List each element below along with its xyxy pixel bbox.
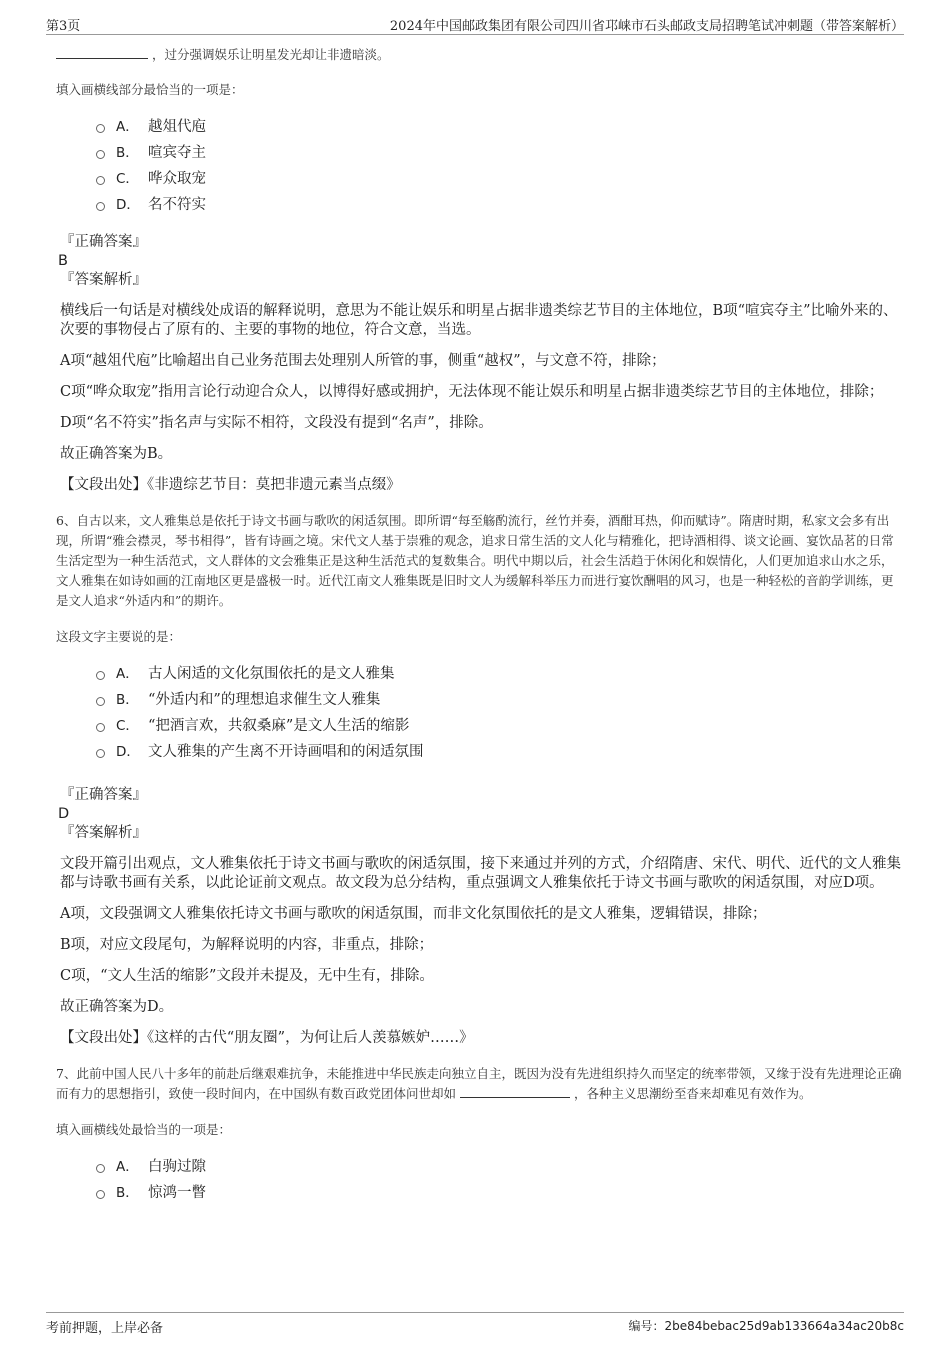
q6-option-c[interactable]: C． “把酒言欢，共叙桑麻”是文人生活的缩影: [96, 713, 904, 739]
radio-icon[interactable]: [96, 1164, 105, 1173]
q5-tail-text: ，过分强调娱乐让明星发光却让非遗暗淡。: [152, 47, 390, 62]
q5-analysis-5: 故正确答案为B。: [60, 446, 173, 462]
fill-blank-line: [460, 1085, 570, 1098]
q5-analysis-4: D项“名不符实”指名声与实际不相符，文段没有提到“名声”，排除。: [60, 415, 493, 431]
page-footer: [46, 1312, 904, 1339]
q5-analysis-label: 『答案解析』: [60, 272, 147, 288]
q5-analysis-1: 横线后一句话是对横线处成语的解释说明，意思为不能让娱乐和明星占据非遗类综艺节目的主体地位，B项“喧宾夺主”比喻外来的、次要的事物侵占了原有的、主要的事物的地位，符合文意，当选。: [60, 303, 898, 338]
radio-icon[interactable]: [96, 749, 105, 758]
page-header: [46, 12, 904, 35]
q5-answer: B: [58, 253, 68, 269]
radio-icon[interactable]: [96, 723, 105, 732]
radio-icon[interactable]: [96, 202, 105, 211]
q7-body: 7、此前中国人民八十多年的前赴后继艰难抗争，未能推进中华民族走向独立自主，既因为没有先进组织持久而坚定的统率带领，又缘于没有先进理论正确而有力的思想指引，致使一段时间内，在中国纵有数百政党团体问世却如 ，各种主义思潮纷至沓来却难见有效作为。: [56, 1066, 902, 1101]
q5-option-b[interactable]: B． 喧宾夺主: [96, 140, 904, 166]
q6-option-b[interactable]: B． “外适内和”的理想追求催生文人雅集: [96, 687, 904, 713]
q6-options: [96, 661, 904, 765]
q5-option-a[interactable]: A． 越俎代庖: [96, 114, 904, 140]
q6-analysis-2: A项，文段强调文人雅集依托诗文书画与歌吹的闲适氛围，而非文化氛围依托的是文人雅集，逻辑错误，排除；: [60, 906, 767, 922]
fill-blank-line: [56, 46, 148, 59]
q6-answer-label: 『正确答案』: [60, 787, 147, 803]
radio-icon[interactable]: [96, 697, 105, 706]
q7-options: [96, 1154, 904, 1206]
q5-options: [96, 114, 904, 218]
radio-icon[interactable]: [96, 1190, 105, 1199]
q7-option-b[interactable]: B． 惊鸿一瞥: [96, 1180, 904, 1206]
q5-text-tail: [56, 46, 904, 64]
radio-icon[interactable]: [96, 671, 105, 680]
q6-prompt: 这段文字主要说的是：: [56, 629, 182, 644]
q7-prompt: 填入画横线处最恰当的一项是：: [56, 1122, 232, 1137]
q7-option-a[interactable]: A． 白驹过隙: [96, 1154, 904, 1180]
q6-option-d[interactable]: D． 文人雅集的产生离不开诗画唱和的闲适氛围: [96, 739, 904, 765]
radio-icon[interactable]: [96, 150, 105, 159]
q6-source: 【文段出处】《这样的古代“朋友圈”，为何让后人羡慕嫉妒……》: [60, 1030, 474, 1046]
q6-analysis-5: 故正确答案为D。: [60, 999, 174, 1015]
radio-icon[interactable]: [96, 176, 105, 185]
page-content: [56, 46, 904, 1220]
q5-analysis-3: C项“哗众取宠”指用言论行动迎合众人，以博得好感或拥护，无法体现不能让娱乐和明星占据非遗类综艺节目的主体地位，排除；: [60, 384, 884, 400]
q6-answer: D: [58, 806, 70, 822]
q5-option-c[interactable]: C． 哗众取宠: [96, 166, 904, 192]
q5-source: 【文段出处】《非遗综艺节目：莫把非遗元素当点缀》: [60, 477, 401, 493]
q6-analysis-label: 『答案解析』: [60, 825, 147, 841]
document-title: 2024年中国邮政集团有限公司四川省邛崃市石头邮政支局招聘笔试冲刺题（带答案解析）: [389, 19, 904, 34]
q5-analysis-2: A项“越俎代庖”比喻超出自己业务范围去处理别人所管的事，侧重“越权”，与文意不符，排除；: [60, 353, 666, 369]
q6-analysis-4: C项，“文人生活的缩影”文段并未提及，无中生有，排除。: [60, 968, 434, 984]
q6-analysis-1: 文段开篇引出观点，文人雅集依托于诗文书画与歌吹的闲适氛围，接下来通过并列的方式，介绍隋唐、宋代、明代、近代的文人雅集都与诗歌书画有关系，以此论证前文观点。故文段为总分结构，重点强调文人雅集依托于诗文书画与歌吹的闲适氛围，对应D项。: [60, 856, 901, 891]
document-id: 编号：2be84bebac25d9ab133664a34ac20b8c: [628, 1319, 904, 1333]
q6-analysis-3: B项，对应文段尾句，为解释说明的内容，非重点，排除；: [60, 937, 434, 953]
q5-prompt: 填入画横线部分最恰当的一项是：: [56, 82, 244, 97]
q5-answer-label: 『正确答案』: [60, 234, 147, 250]
q6-body: 6、自古以来，文人雅集总是依托于诗文书画与歌吹的闲适氛围。即所谓“每至觞酌流行，丝竹并奏，酒酣耳热，仰而赋诗”。隋唐时期，私家文会多有出现，所谓“雅会襟灵，琴书相得”，皆有诗画之境。宋代文人基于崇雅的观念，追求日常生活的文人化与精雅化，把诗酒相得、谈文论画、宴饮品茗的日常生活定型为一种生活范式，文人群体的文会雅集正是这种生活范式的复数集合。明代中期以后，社会生活趋于休闲化和娱情化，人们更加追求山水之乐，文人雅集在如诗如画的江南地区更是盛极一时。近代江南文人雅集既是旧时文人为缓解科举压力而进行宴饮酬唱的风习，也是一种轻松的音韵学训练，更是文人追求“外适内和”的期许。: [56, 513, 894, 608]
page-number: 第3页: [46, 19, 81, 34]
footer-slogan: 考前押题，上岸必备: [46, 1321, 164, 1336]
q6-option-a[interactable]: A． 古人闲适的文化氛围依托的是文人雅集: [96, 661, 904, 687]
radio-icon[interactable]: [96, 124, 105, 133]
q5-option-d[interactable]: D． 名不符实: [96, 192, 904, 218]
